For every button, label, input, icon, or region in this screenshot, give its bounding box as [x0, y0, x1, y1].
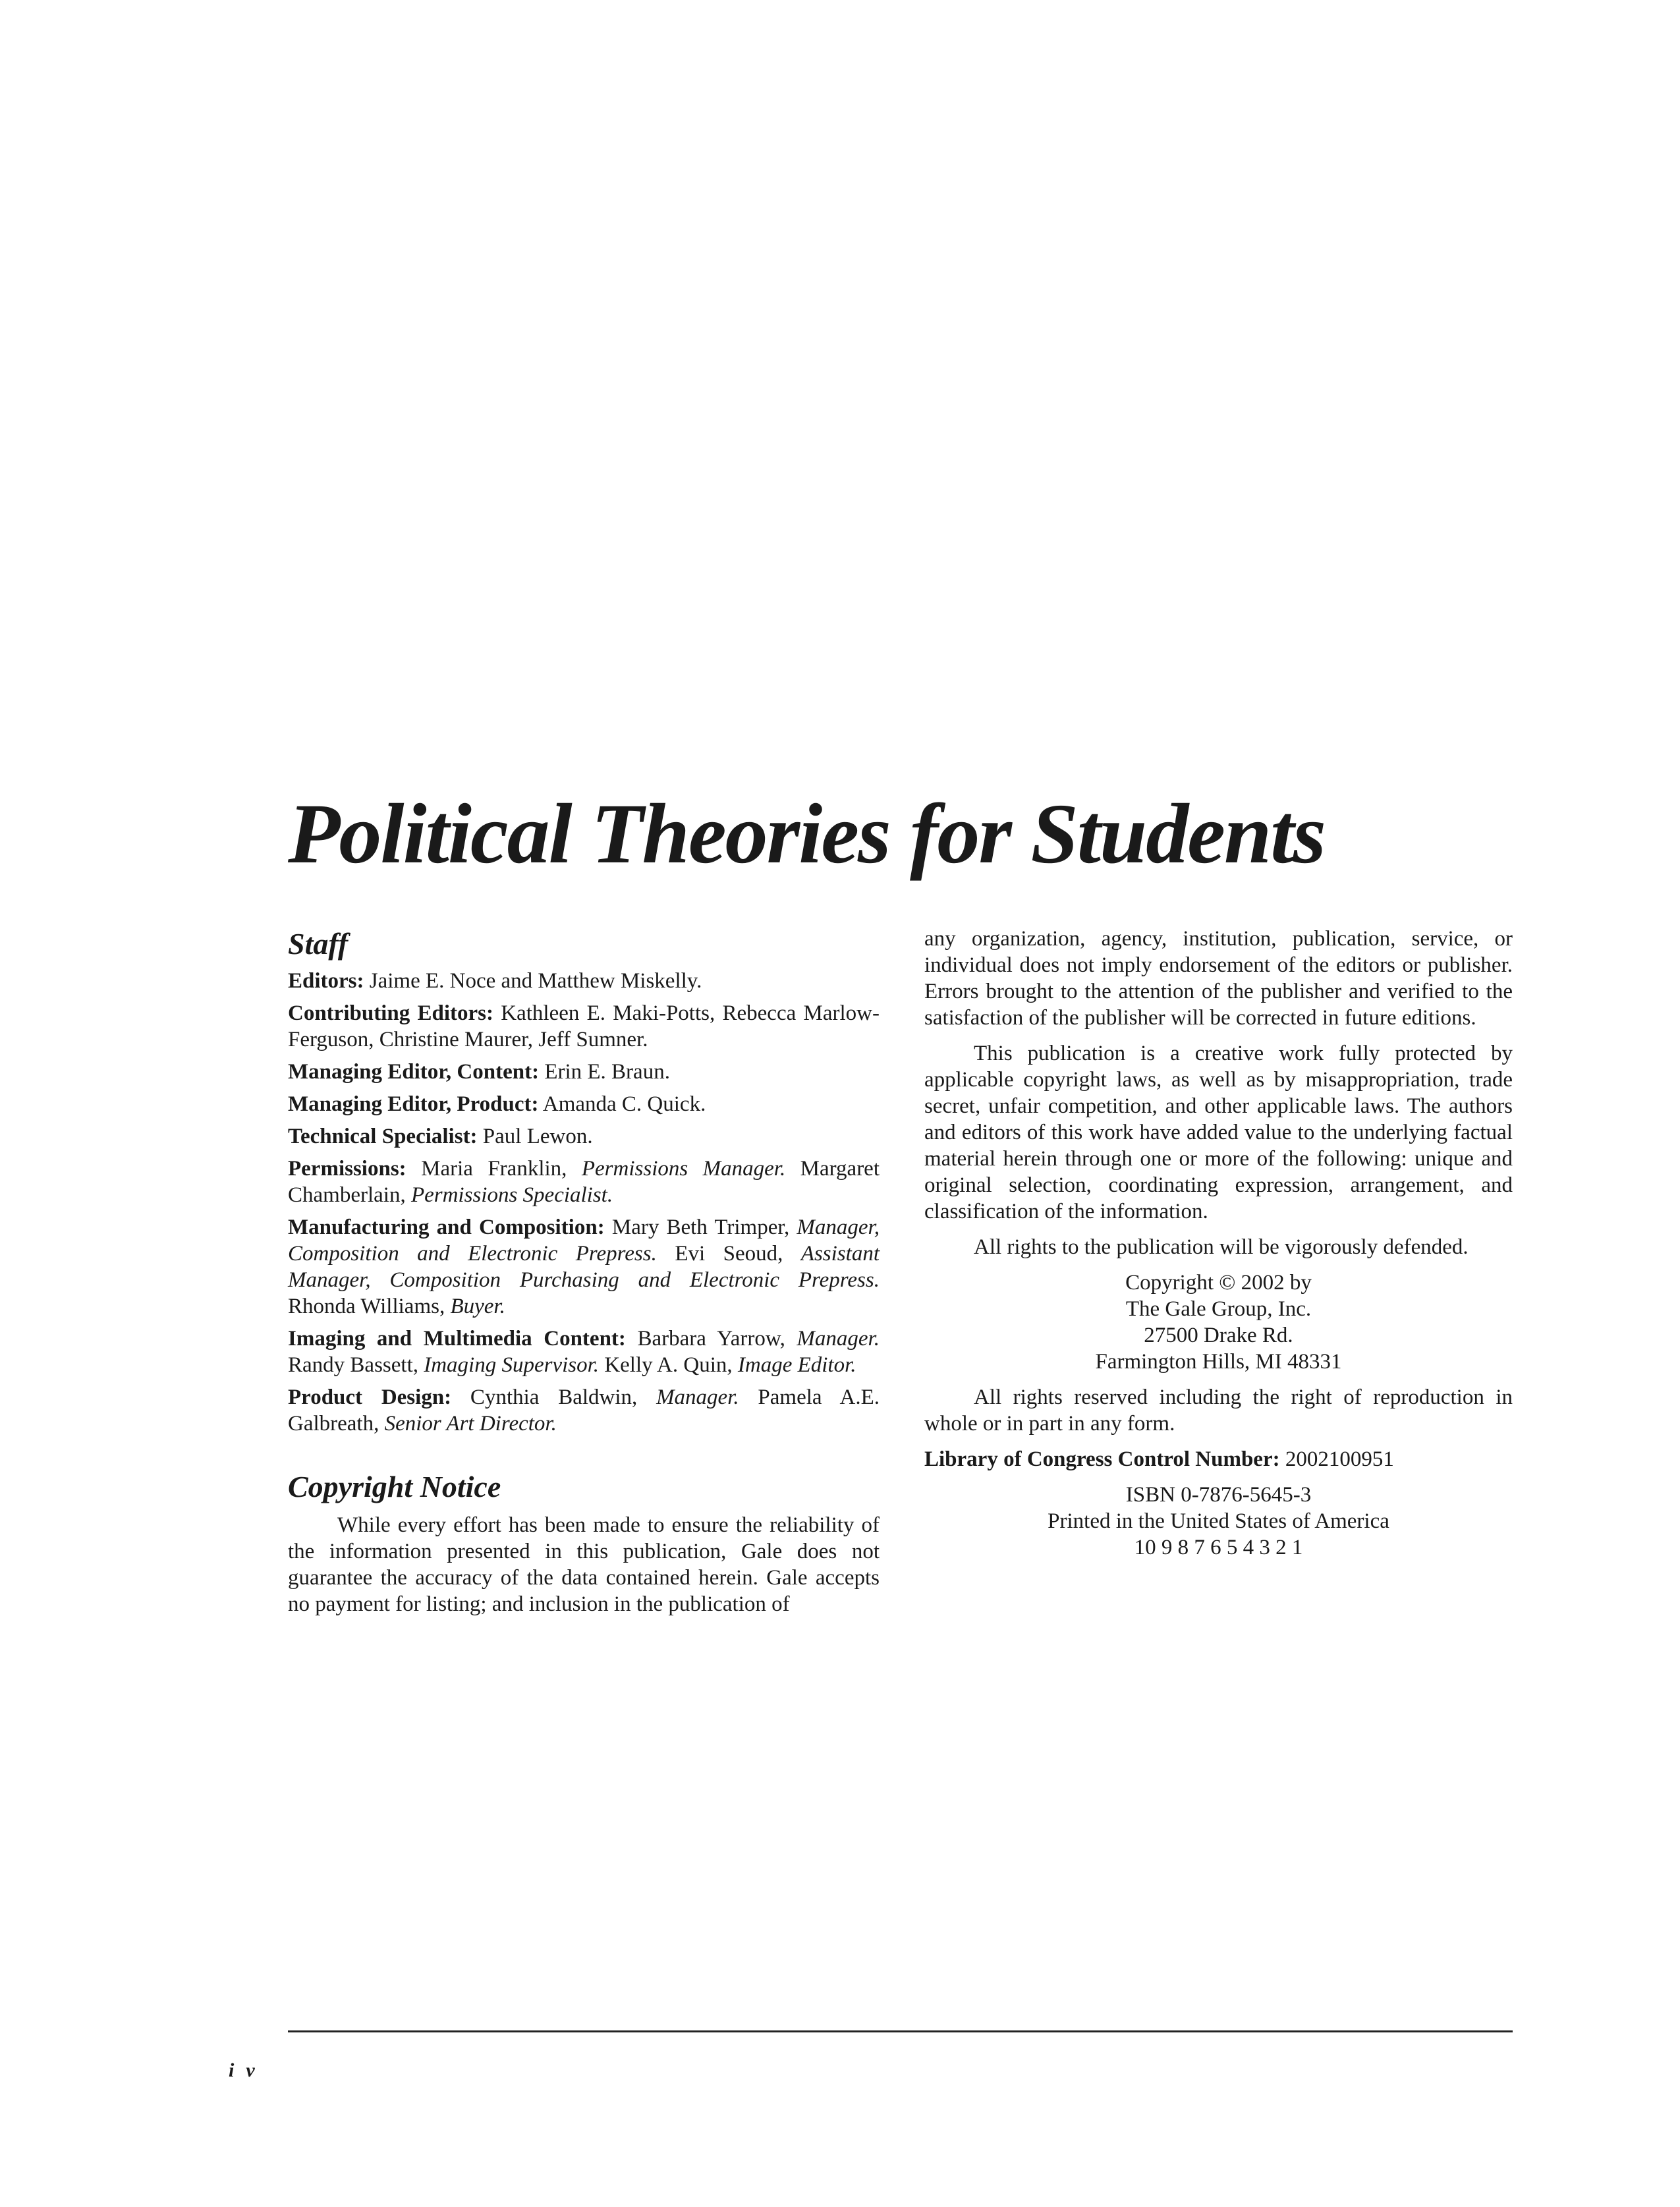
copyright-notice-heading: Copyright Notice: [288, 1470, 501, 1503]
staff-entry-label: Managing Editor, Product:: [288, 1092, 539, 1116]
isbn-block: [924, 1482, 1513, 1561]
isbn-line: ISBN 0-7876-5645-3: [1125, 1483, 1312, 1507]
staff-role-title: Senior Art Director.: [384, 1412, 557, 1436]
copyright-paragraph-4: All rights reserved including the right of reproduction in whole or in part in any form.: [924, 1385, 1513, 1436]
copyright-address-block: [924, 1270, 1513, 1375]
copyright-paragraph-1: While every effort has been made to ensure the reliability of the information presented in this publication, Gale does not guarantee the accuracy of the data contained herein. Gale accepts no payment for listing; and inclusion in the publication of: [288, 1513, 880, 1616]
staff-entry-text: Rhonda Williams,: [288, 1295, 451, 1318]
staff-list: [288, 968, 880, 1437]
lccn-line: [924, 1446, 1513, 1472]
staff-entry-text: Maria Franklin,: [406, 1157, 582, 1181]
lccn-label: Library of Congress Control Number:: [924, 1447, 1280, 1471]
staff-role-title: Permissions Specialist.: [410, 1183, 613, 1207]
lccn-value: 2002100951: [1285, 1447, 1394, 1471]
staff-entry: [288, 1123, 880, 1150]
staff-entry: [288, 1384, 880, 1437]
staff-entry-text: Randy Bassett,: [288, 1353, 424, 1377]
staff-entry-text: Evi Seoud,: [656, 1242, 801, 1266]
staff-role-title: Manager.: [797, 1327, 880, 1351]
copyright-paragraph-2: This publication is a creative work fully protected by applicable copyright laws, as well as by misappropriation, trade secret, unfair competition, and other applicable laws. The authors and editors of this work have added value to the underlying factual material herein through one or more of the following: unique and original selection, coordinating expression, arrangement, and classification of the information.: [924, 1042, 1513, 1223]
publisher-city: Farmington Hills, MI 48331: [1095, 1350, 1342, 1374]
staff-entry-text: Paul Lewon.: [477, 1125, 593, 1148]
staff-role-title: Manager.: [656, 1385, 739, 1409]
book-title: Political Theories for Students: [288, 787, 1325, 881]
staff-entry-text: Amanda C. Quick.: [538, 1092, 706, 1116]
staff-entry-text: Erin E. Braun.: [539, 1060, 670, 1084]
staff-entry-text: Pamela A.E. Galbreath,: [288, 1385, 880, 1436]
staff-role-title: Image Editor.: [737, 1353, 856, 1377]
staff-entry-label: Contributing Editors:: [288, 1001, 493, 1025]
footer-rule: [288, 2030, 1513, 2032]
copyright-paragraph-1-continued: any organization, agency, institution, publication, service, or individual does not imply endorsement of the editors or publisher. Errors brought to the attention of the publisher and verified to the satisfaction of the publisher will be corrected in future editions.: [924, 927, 1513, 1030]
staff-entry-label: Imaging and Multimedia Content:: [288, 1327, 626, 1351]
staff-role-title: Manager, Composition and Electronic Prepress.: [288, 1215, 880, 1266]
staff-entry: [288, 1214, 880, 1320]
publisher-street: 27500 Drake Rd.: [1144, 1324, 1293, 1347]
staff-entry-label: Product Design:: [288, 1385, 452, 1409]
staff-entry-text: Jaime E. Noce and Matthew Miskelly.: [364, 969, 702, 993]
staff-heading: Staff: [288, 927, 349, 961]
staff-entry: [288, 1091, 880, 1117]
staff-entry: [288, 1059, 880, 1085]
staff-entry-text: Margaret Chamberlain,: [288, 1157, 880, 1207]
page-number: iv: [229, 2059, 267, 2081]
staff-entry-label: Permissions:: [288, 1157, 406, 1181]
staff-entry: [288, 1000, 880, 1053]
staff-entry-label: Managing Editor, Content:: [288, 1060, 540, 1084]
staff-entry-label: Technical Specialist:: [288, 1125, 478, 1148]
staff-entry: [288, 968, 880, 994]
staff-role-title: Permissions Manager.: [581, 1157, 786, 1181]
staff-entry-text: Kelly A. Quin,: [599, 1353, 738, 1377]
printed-in-line: Printed in the United States of America: [1048, 1509, 1389, 1533]
staff-entry-label: Manufacturing and Composition:: [288, 1215, 605, 1239]
staff-entry-text: Barbara Yarrow,: [625, 1327, 797, 1351]
publisher-name: The Gale Group, Inc.: [1125, 1297, 1312, 1321]
staff-role-title: Assistant Manager, Composition Purchasing and Electronic Prepress.: [288, 1242, 880, 1292]
right-column: [924, 926, 1513, 1561]
printing-number-line: 10 9 8 7 6 5 4 3 2 1: [1134, 1536, 1303, 1559]
staff-entry: [288, 1156, 880, 1208]
staff-entry: [288, 1326, 880, 1378]
staff-role-title: Imaging Supervisor.: [424, 1353, 600, 1377]
copyright-line: Copyright © 2002 by: [1125, 1271, 1312, 1295]
copyright-paragraph-3: All rights to the publication will be vigorously defended.: [974, 1235, 1469, 1259]
staff-entry-text: Mary Beth Trimper,: [604, 1215, 797, 1239]
staff-role-title: Buyer.: [450, 1295, 505, 1318]
staff-entry-text: Cynthia Baldwin,: [451, 1385, 657, 1409]
staff-entry-text: Kathleen E. Maki-Potts, Rebecca Marlow-Ferguson, Christine Maurer, Jeff Sumner.: [288, 1001, 880, 1051]
staff-entry-label: Editors:: [288, 969, 364, 993]
left-column: [288, 926, 880, 1627]
